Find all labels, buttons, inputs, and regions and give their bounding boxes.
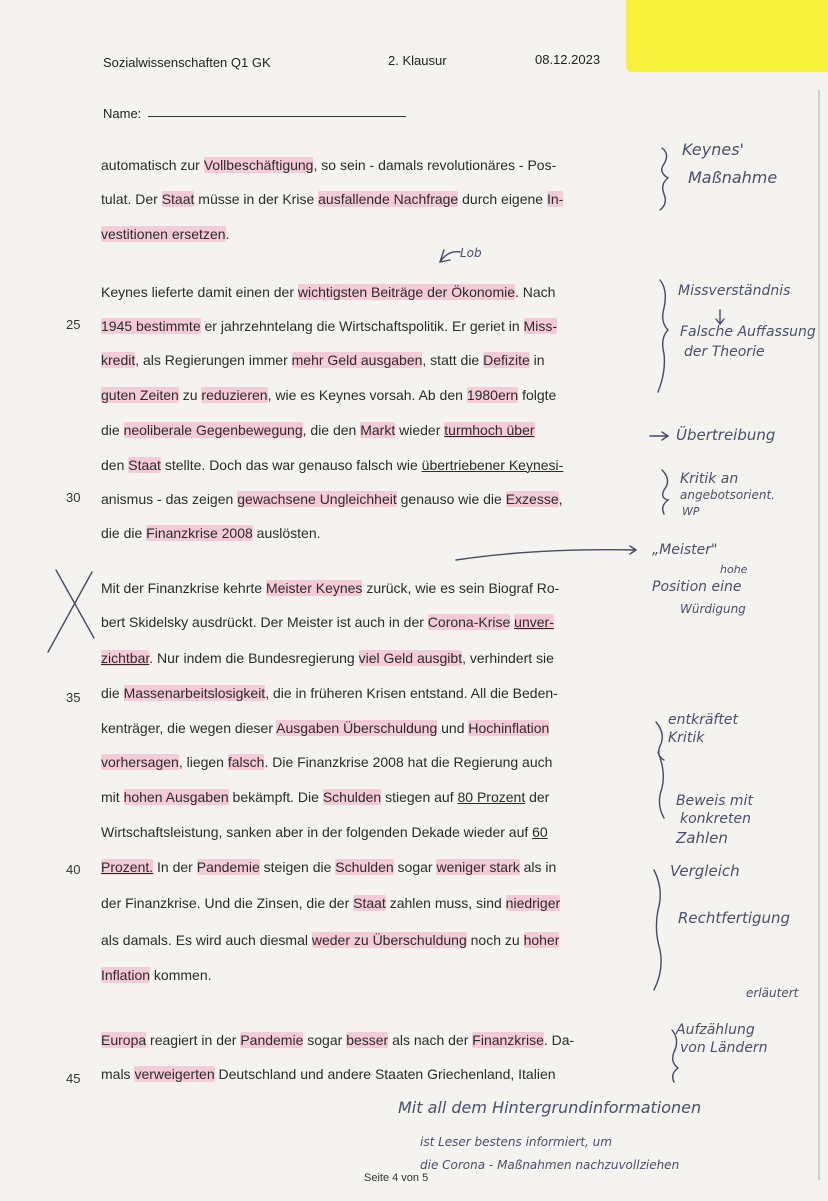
margin-line	[818, 90, 820, 1180]
line-number: 45	[66, 1071, 81, 1086]
line-number: 35	[66, 690, 81, 705]
curly-brace	[654, 870, 661, 990]
handwritten-note: Würdigung	[680, 602, 746, 616]
handwritten-summary: ist Leser bestens informiert, um	[420, 1135, 612, 1149]
sticky-note	[626, 0, 828, 72]
handwritten-note: der Theorie	[684, 344, 765, 360]
handwritten-note: WP	[682, 505, 700, 518]
text-line: Prozent. In der Pandemie steigen die Schulden sogar weniger stark als in	[101, 859, 557, 875]
page-footer: Seite 4 von 5	[364, 1172, 429, 1184]
text-line: anismus - das zeigen gewachsene Ungleichheit genauso wie die Exzesse,	[101, 491, 563, 507]
handwritten-note: Beweis mit	[676, 793, 753, 809]
arrow	[716, 310, 724, 324]
line-number: 25	[66, 317, 81, 332]
header-subject: Sozialwissenschaften Q1 GK	[103, 55, 271, 70]
handwritten-note: Übertreibung	[676, 426, 776, 444]
text-line: mals verweigerten Deutschland und andere Staaten Griechenland, Italien	[101, 1066, 556, 1082]
handwritten-note: „Meister"	[652, 542, 718, 558]
arrow	[456, 546, 636, 560]
handwritten-note: Rechtfertigung	[678, 909, 791, 927]
handwritten-note: konkreten	[680, 811, 751, 827]
name-label: Name:	[103, 106, 142, 121]
text-line: tulat. Der Staat müsse in der Krise ausfallende Nachfrage durch eigene In-	[101, 191, 564, 207]
text-line: Mit der Finanzkrise kehrte Meister Keynes zurück, wie es sein Biograf Ro-	[101, 580, 560, 596]
text-line: Inflation kommen.	[101, 967, 212, 983]
handwritten-note: erläutert	[746, 986, 799, 1000]
text-line: Keynes lieferte damit einen der wichtigsten Beiträge der Ökonomie. Nach	[101, 284, 556, 300]
handwritten-note: entkräftet	[668, 712, 738, 728]
handwritten-note: Kritik	[668, 730, 705, 746]
curly-brace	[660, 148, 668, 210]
text-line: zichtbar. Nur indem die Bundesregierung viel Geld ausgibt, verhindert sie	[101, 650, 554, 666]
text-line: mit hohen Ausgaben bekämpft. Die Schulden stiegen auf 80 Prozent der	[101, 789, 550, 805]
arrow	[650, 432, 668, 440]
handwritten-note: Missverständnis	[678, 283, 791, 299]
text-line: die neoliberale Gegenbewegung, die den Markt wieder turmhoch über	[101, 422, 535, 438]
text-line: bert Skidelsky ausdrückt. Der Meister ist auch in der Corona-Krise unver-	[101, 614, 554, 630]
text-line: automatisch zur Vollbeschäftigung, so sein - damals revolutionäres - Pos-	[101, 157, 557, 173]
handwritten-note: Falsche Auffassung	[680, 324, 816, 340]
curly-brace	[662, 470, 668, 514]
handwritten-summary: Mit all dem Hintergrundinformationen	[398, 1098, 702, 1117]
name-field-line	[148, 116, 406, 117]
header-exam: 2. Klausur	[388, 53, 447, 68]
text-line: der Finanzkrise. Und die Zinsen, die der Staat zahlen muss, sind niedriger	[101, 895, 561, 911]
text-line: Wirtschaftsleistung, sanken aber in der folgenden Dekade wieder auf 60	[101, 824, 548, 840]
text-line: kenträger, die wegen dieser Ausgaben Überschuldung und Hochinflation	[101, 720, 550, 736]
text-line: vestitionen ersetzen.	[101, 226, 230, 242]
handwritten-note: Zahlen	[676, 829, 728, 847]
handwritten-summary: die Corona - Maßnahmen nachzuvollziehen	[420, 1158, 680, 1172]
cross-mark	[56, 570, 94, 638]
curly-brace	[658, 752, 664, 818]
text-line: 1945 bestimmte er jahrzehntelang die Wirtschaftspolitik. Er geriet in Miss-	[101, 318, 557, 334]
handwritten-note: Lob	[460, 246, 482, 260]
handwritten-note: Keynes'	[682, 140, 744, 159]
handwritten-note: Vergleich	[670, 862, 740, 880]
cross-mark	[48, 572, 92, 652]
curly-brace	[656, 722, 664, 760]
text-line: die die Finanzkrise 2008 auslösten.	[101, 525, 321, 541]
text-line: als damals. Es wird auch diesmal weder zu Überschuldung noch zu hoher	[101, 932, 560, 948]
arrow	[440, 250, 460, 262]
handwritten-note: Kritik an	[680, 471, 739, 487]
handwritten-note: Aufzählung	[676, 1022, 755, 1038]
handwritten-note: hohe	[720, 563, 748, 576]
text-line: die Massenarbeitslosigkeit, die in früheren Krisen entstand. All die Beden-	[101, 685, 558, 701]
handwritten-note: Maßnahme	[688, 168, 778, 187]
handwritten-note: von Ländern	[680, 1040, 768, 1056]
line-number: 30	[66, 490, 81, 505]
line-number: 40	[66, 862, 81, 877]
handwritten-note: Position eine	[652, 579, 742, 595]
curly-brace	[658, 280, 668, 392]
text-line: kredit, als Regierungen immer mehr Geld ausgaben, statt die Defizite in	[101, 352, 545, 368]
text-line: den Staat stellte. Doch das war genauso falsch wie übertriebener Keynesi-	[101, 457, 564, 473]
text-line: vorhersagen, liegen falsch. Die Finanzkrise 2008 hat die Regierung auch	[101, 754, 553, 770]
header-date: 08.12.2023	[535, 52, 601, 67]
text-line: Europa reagiert in der Pandemie sogar besser als nach der Finanzkrise. Da-	[101, 1032, 575, 1048]
handwritten-note: angebotsorient.	[680, 488, 775, 502]
text-line: guten Zeiten zu reduzieren, wie es Keynes vorsah. Ab den 1980ern folgte	[101, 387, 557, 403]
